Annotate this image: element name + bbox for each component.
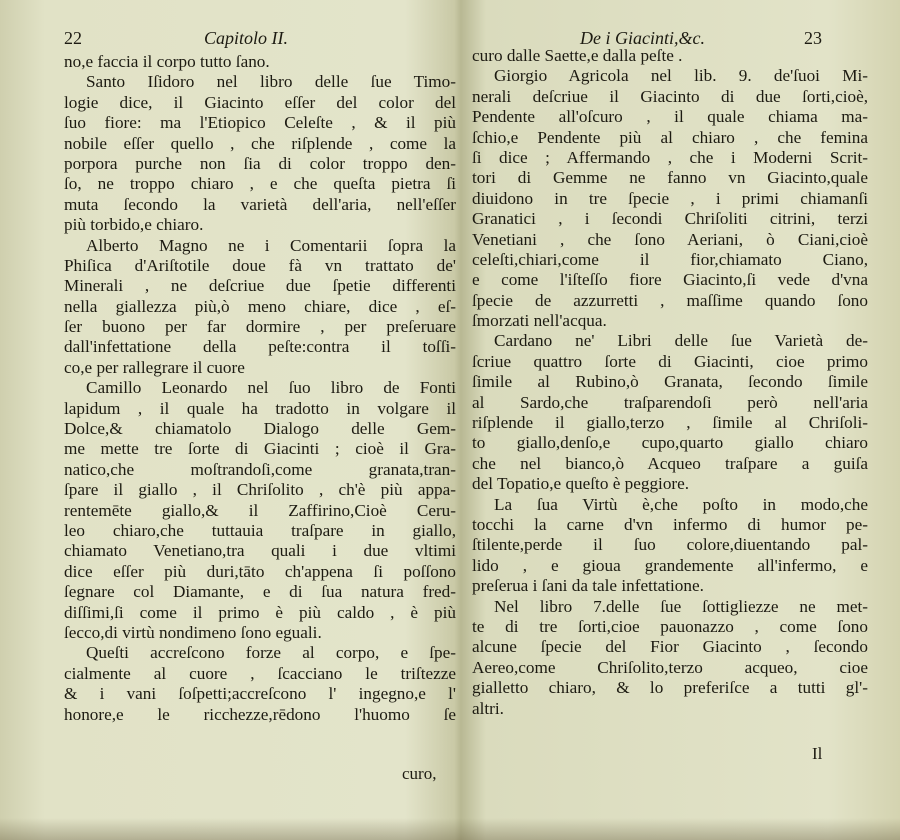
- text-line: porpora purche non ſia di color troppo den-: [64, 153, 456, 173]
- text-line: dall'infettatione della peſte:contra il toſſi-: [64, 337, 456, 357]
- text-line: celeſti,chiari,come il fior,chiamato Ciano,: [472, 249, 868, 269]
- text-line: Aereo,come Chriſolito,terzo acqueo, cioe: [472, 657, 868, 677]
- text-line: chiamato Venetiano,tra quali i due vltimi: [64, 541, 456, 561]
- text-line: ſpecie de azzurretti , maſſime quando ſono: [472, 290, 868, 310]
- text-line: nerali deſcriue il Giacinto di due ſorti,cioè,: [472, 86, 868, 106]
- text-line: nobile eſſer quello , che riſplende , come la: [64, 133, 456, 153]
- text-line: Phiſica d'Ariſtotile doue fà vn trattato de': [64, 255, 456, 275]
- text-line: ſimile al Rubino,ò Granata, ſecondo ſimile: [472, 372, 868, 392]
- text-line: ſpare il giallo , il Chriſolito , ch'è più appa-: [64, 480, 456, 500]
- text-line: honore,e le ricchezze,rēdono l'huomo ſe: [64, 704, 456, 724]
- running-head: Capitolo II.: [204, 28, 288, 48]
- text-line: ſo, ne troppo chiaro , e che queſta pietra ſi: [64, 174, 456, 194]
- text-line: che nel bianco,ò Acqueo traſpare a guiſa: [472, 453, 868, 473]
- catchword: curo,: [402, 764, 437, 783]
- text-line: ſuo fiore: ma l'Etiopico Celeſte , & il più: [64, 113, 456, 133]
- text-line: Nel libro 7.delle ſue ſottigliezze ne met-: [494, 596, 868, 616]
- right-page-body: [472, 46, 868, 719]
- text-line: Pendente all'oſcuro , il quale chiama ma-: [472, 107, 868, 127]
- page-edge-shadow: [0, 818, 900, 840]
- text-line: riſplende il giallo,terzo , ſimile al Chriſoli-: [472, 413, 868, 433]
- text-line: Dolce,& chiamatolo Dialogo delle Gem-: [64, 419, 456, 439]
- text-line: & i vani ſoſpetti;accreſcono l' ingegno,e l': [64, 684, 456, 704]
- text-line: ſer buono per far dormire , per preſeruare: [64, 317, 456, 337]
- text-line: nella giallezza più,ò meno chiare, dice , eſ-: [64, 296, 456, 316]
- text-line: Santo Iſidoro nel libro delle ſue Timo-: [86, 72, 456, 92]
- right-page: [472, 0, 868, 840]
- text-line: tori di Gemme ne fanno vn Giacinto,quale: [472, 168, 868, 188]
- text-line: ſchio,e Pendente più al chiaro , che femina: [472, 127, 868, 147]
- text-line: diuidono in tre ſpecie , i primi chiamanſi: [472, 188, 868, 208]
- text-line: to giallo,denſo,e cupo,quarto giallo chiaro: [472, 433, 868, 453]
- text-line: più torbido,e chiaro.: [64, 215, 204, 235]
- text-line: no,e faccia il corpo tutto ſano.: [64, 52, 270, 71]
- text-line: Cardano ne' Libri delle ſue Varietà de-: [494, 331, 868, 351]
- text-line: lido , e gioua grandemente all'infermo, e: [472, 555, 868, 575]
- text-line: tocchi la carne d'vn infermo di humor pe-: [472, 514, 868, 534]
- text-line: Minerali , ne deſcriue due ſpetie differenti: [64, 276, 456, 296]
- text-line: preſerua i ſani da tale infettatione.: [472, 576, 704, 596]
- text-line: La ſua Virtù è,che poſto in modo,che: [494, 494, 868, 514]
- text-line: leo chiaro,che tuttauia traſpare in giallo,: [64, 520, 456, 540]
- text-line: gialletto chiaro, & lo preferiſce a tutti gl'-: [472, 678, 868, 698]
- text-line: co,e per rallegrare il cuore: [64, 357, 245, 377]
- text-line: e come l'iſteſſo fiore Giacinto,ſi vede d'vna: [472, 270, 868, 290]
- text-line: ſegnare col Diamante, e di ſua natura fred-: [64, 582, 456, 602]
- text-line: Camillo Leonardo nel ſuo libro de Fonti: [86, 378, 456, 398]
- text-line: ſi dice ; Affermando , che i Moderni Scrit-: [472, 147, 868, 167]
- text-line: logie dice, il Giacinto eſſer del color del: [64, 92, 456, 112]
- text-line: ſtilente,perde il ſuo colore,diuentando pal-: [472, 535, 868, 555]
- text-line: alcune ſpecie del Fior Giacinto , ſecondo: [472, 637, 868, 657]
- page-number: 22: [64, 28, 82, 48]
- text-line: muta ſecondo la varietà dell'aria, nell'eſſer: [64, 194, 456, 214]
- text-line: al Sardo,che traſparendoſi però nell'aria: [472, 392, 868, 412]
- text-line: altri.: [472, 698, 504, 718]
- text-line: ſecco,di virtù nondimeno ſono eguali.: [64, 622, 322, 642]
- text-line: natico,che moſtrandoſi,come granata,tran-: [64, 459, 456, 479]
- text-line: Granatici , i ſecondi Chriſoliti citrini, terzi: [472, 209, 868, 229]
- text-line: diſſimi,ſi come il primo è più caldo , è più: [64, 602, 456, 622]
- catchword: Il: [812, 744, 823, 763]
- left-page-body: [64, 52, 456, 725]
- text-line: cialmente al cuore , ſcacciano le triſtezze: [64, 663, 456, 683]
- text-line: del Topatio,e queſto è peggiore.: [472, 474, 690, 494]
- text-line: me mette tre ſorte di Giacinti ; cioè il Gra-: [64, 439, 456, 459]
- left-page: [64, 0, 456, 840]
- text-line: ſmorzati nell'acqua.: [472, 311, 607, 331]
- text-line: Queſti accreſcono forze al corpo, e ſpe-: [86, 643, 456, 663]
- text-line: rentemēte giallo,& il Zaffirino,Cioè Ceru-: [64, 500, 456, 520]
- text-line: curo dalle Saette,e dalla peſte .: [472, 46, 683, 65]
- running-head: De i Giacinti,&c.: [580, 28, 705, 48]
- left-page-header: [64, 28, 456, 50]
- text-line: Venetiani , che ſono Aeriani, ò Ciani,cioè: [472, 229, 868, 249]
- text-line: te di tre ſorti,cioe pauonazzo , come ſono: [472, 616, 868, 636]
- page-number: 23: [804, 28, 822, 48]
- text-line: lapidum , il quale ha tradotto in volgare il: [64, 398, 456, 418]
- text-line: ſcriue quattro ſorte di Giacinti, cioe primo: [472, 351, 868, 371]
- text-line: Giorgio Agricola nel lib. 9. de'ſuoi Mi-: [494, 66, 868, 86]
- text-line: Alberto Magno ne i Comentarii ſopra la: [86, 235, 456, 255]
- text-line: dice eſſer più duri,tāto ch'appena ſi poſſono: [64, 561, 456, 581]
